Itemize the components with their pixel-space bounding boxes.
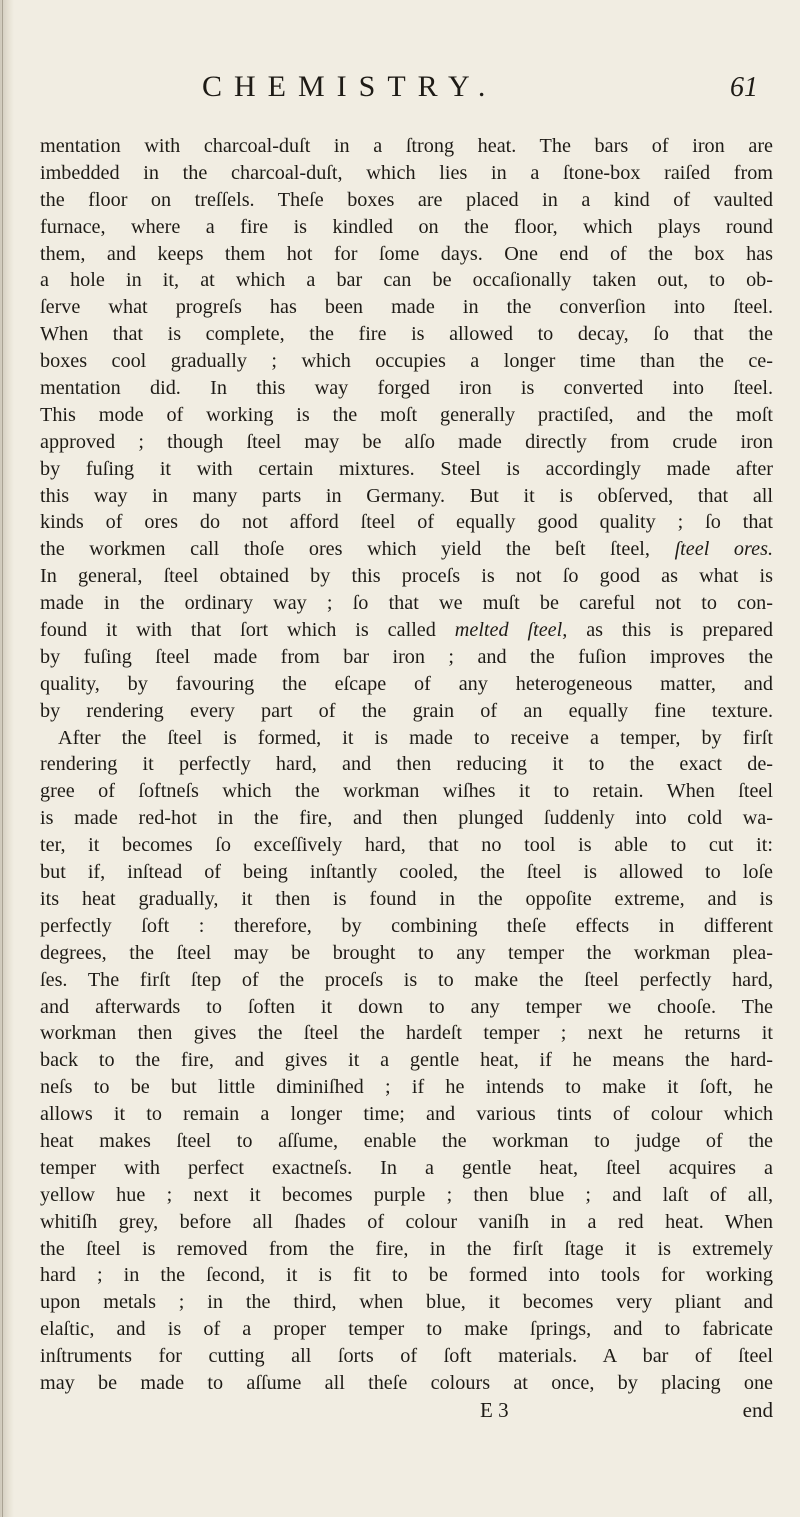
text-line: In general, ſteel obtained by this proceſs is not ſo good as what is [40, 565, 773, 588]
signature-mark: E 3 [480, 1397, 509, 1422]
text-line: the ſteel is removed from the fire, in the firſt ſtage it is extremely [40, 1237, 773, 1260]
text-line: by fuſing ſteel made from bar iron ; and the fuſion improves the [40, 645, 773, 668]
page-number: 61 [730, 72, 758, 103]
text-line: a hole in it, at which a bar can be occaſionally taken out, to ob- [40, 269, 773, 292]
text-line: gree of ſoftneſs which the workman wiſhes it to retain. When ſteel [40, 780, 773, 803]
text-line: its heat gradually, it then is found in the oppoſite extreme, and is [40, 887, 773, 910]
text-line: mentation did. In this way forged iron is converted into ſteel. [40, 377, 773, 400]
text-line: this way in many parts in Germany. But it is obſerved, that all [40, 484, 773, 507]
text-line: elaſtic, and is of a proper temper to make ſprings, and to fabricate [40, 1318, 773, 1341]
text-line: whitiſh grey, before all ſhades of colour vaniſh in a red heat. When [40, 1210, 773, 1233]
catchword: end [742, 1397, 773, 1422]
text-line: This mode of working is the moſt generally practiſed, and the moſt [40, 403, 773, 426]
text-line: allows it to remain a longer time; and various tints of colour which [40, 1103, 773, 1126]
text-line: When that is complete, the fire is allowed to decay, ſo that the [40, 323, 773, 346]
italic-term: melted ſteel, [454, 619, 568, 642]
text-line: imbedded in the charcoal-duſt, which lies in a ſtone-box raiſed from [40, 161, 773, 184]
text-line: neſs to be but little diminiſhed ; if he intends to make it ſoft, he [40, 1076, 773, 1099]
text-line: workman then gives the ſteel the hardeſt temper ; next he returns it [40, 1022, 773, 1045]
text-line: by rendering every part of the grain of an equally fine texture. [40, 699, 773, 722]
text-line: heat makes ſteel to aſſume, enable the workman to judge of the [40, 1129, 773, 1152]
text-line: made in the ordinary way ; ſo that we muſt be careful not to con- [40, 592, 773, 615]
text-line: yellow hue ; next it becomes purple ; then blue ; and laſt of all, [40, 1183, 773, 1206]
text-line: the floor on treſſels. Theſe boxes are placed in a kind of vaulted [40, 188, 773, 211]
text-line: temper with perfect exactneſs. In a gentle heat, ſteel acquires a [40, 1156, 773, 1179]
page-header [0, 70, 800, 110]
text-line: but if, inſtead of being inſtantly cooled, the ſteel is allowed to loſe [40, 861, 773, 884]
text-line: ſes. The firſt ſtep of the proceſs is to make the ſteel perfectly hard, [40, 968, 773, 991]
text-line: inſtruments for cutting all ſorts of ſoft materials. A bar of ſteel [40, 1345, 773, 1368]
text-line: by fuſing it with certain mixtures. Steel is accordingly made after [40, 457, 773, 480]
text-line: perfectly ſoft : therefore, by combining theſe effects in different [40, 914, 773, 937]
text-line: boxes cool gradually ; which occupies a longer time than the ce- [40, 350, 773, 373]
signature-line [40, 1397, 790, 1424]
text-line: After the ſteel is formed, it is made to receive a temper, by firſt [58, 726, 773, 749]
text-line: back to the fire, and gives it a gentle heat, if he means the hard- [40, 1049, 773, 1072]
italic-term: ſteel ores. [674, 538, 773, 561]
text-line: ſerve what progreſs has been made in the converſion into ſteel. [40, 296, 773, 319]
text-line: approved ; though ſteel may be alſo made directly from crude iron [40, 430, 773, 453]
text-line: mentation with charcoal-duſt in a ſtrong heat. The bars of iron are [40, 135, 773, 157]
text-line: furnace, where a fire is kindled on the floor, which plays round [40, 215, 773, 238]
running-head: CHEMISTRY. [202, 70, 498, 103]
text-line: degrees, the ſteel may be brought to any temper the workman plea- [40, 941, 773, 964]
text-line: may be made to aſſume all theſe colours at once, by placing one [40, 1371, 773, 1394]
text-line: the workmen call thoſe ores which yield the beſt ſteel, ſteel ores. [40, 538, 773, 561]
text-line: and afterwards to ſoften it down to any temper we chooſe. The [40, 995, 773, 1018]
text-line: them, and keeps them hot for ſome days. One end of the box has [40, 242, 773, 265]
text-line: found it with that ſort which is called melted ſteel, as this is prepared [40, 619, 773, 642]
text-line: is made red-hot in the fire, and then plunged ſuddenly into cold wa- [40, 807, 773, 830]
text-line: rendering it perfectly hard, and then reducing it to the exact de- [40, 753, 773, 776]
text-line: upon metals ; in the third, when blue, it becomes very pliant and [40, 1291, 773, 1314]
text-line: hard ; in the ſecond, it is fit to be formed into tools for working [40, 1264, 773, 1287]
text-line: kinds of ores do not afford ſteel of equally good quality ; ſo that [40, 511, 773, 534]
text-line: ter, it becomes ſo exceſſively hard, that no tool is able to cut it: [40, 834, 773, 857]
binding-edge [2, 0, 3, 1517]
body-text [40, 133, 790, 1424]
text-line: quality, by favouring the eſcape of any heterogeneous matter, and [40, 672, 773, 695]
